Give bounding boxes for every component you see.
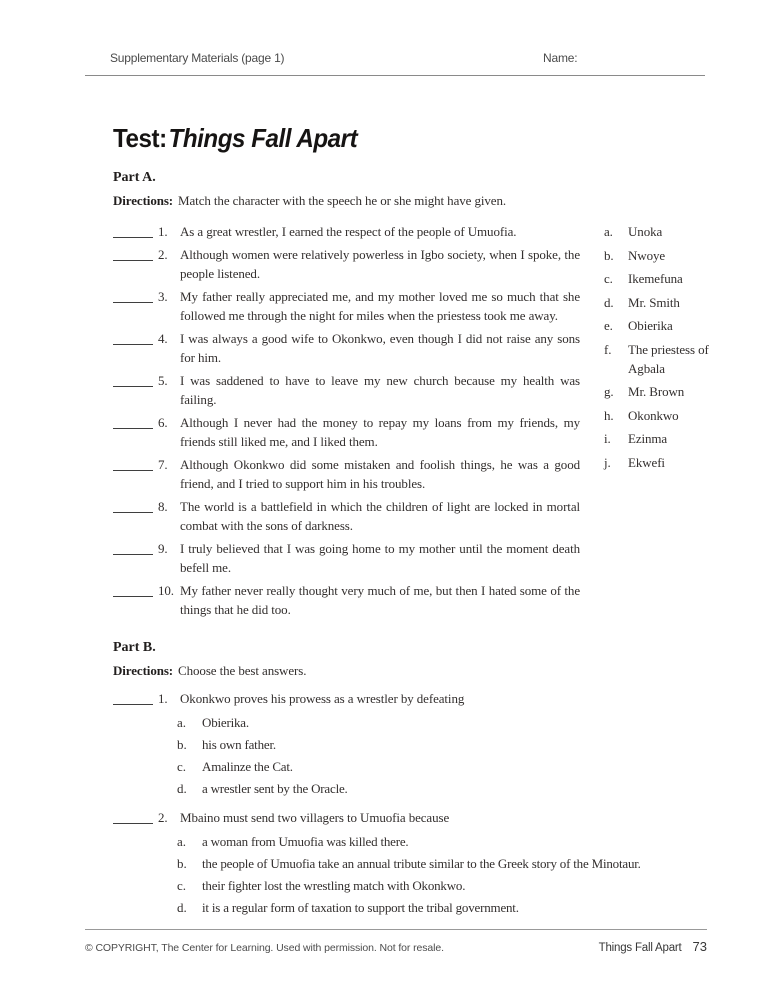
choice-row	[177, 757, 718, 776]
answer-option-letter: b.	[604, 247, 614, 263]
choice-row	[177, 735, 718, 754]
answer-option-letter: e.	[604, 318, 613, 333]
answer-option-text: Mr. Smith	[628, 294, 680, 310]
multiple-choice-question-head	[113, 689, 718, 708]
answer-option-row	[604, 406, 716, 425]
answer-option-text: Unoka	[628, 224, 663, 239]
copyright-notice: © COPYRIGHT, The Center for Learning. Used with permission. Not for resale.	[85, 942, 444, 954]
matching-question-row	[113, 371, 580, 409]
matching-question-row	[113, 245, 580, 283]
page-footer	[85, 929, 707, 954]
answer-option-letter: i.	[604, 431, 611, 446]
multiple-choice-question	[113, 808, 718, 917]
page-title-prefix: Test:	[113, 123, 167, 153]
choice-list	[177, 713, 718, 798]
part-b-heading: Part B.	[113, 640, 156, 655]
question-text: The world is a battlefield in which the children of light are locked in mortal combat with the sons of darkness.	[180, 499, 580, 533]
choice-letter: a.	[177, 834, 187, 849]
answer-option-row	[604, 453, 716, 472]
question-number: 2.	[158, 247, 168, 262]
matching-section	[113, 222, 718, 623]
choice-letter: d.	[177, 781, 187, 796]
question-text: I was saddened to have to leave my new church because my health was failing.	[180, 373, 580, 407]
question-text: Although Okonkwo did some mistaken and foolish things, he was a good friend, and I tried to support him in his troubles.	[180, 457, 580, 491]
matching-question-row	[113, 287, 580, 325]
answer-option-row	[604, 293, 716, 312]
answer-option-letter: g.	[604, 384, 614, 399]
matching-question-row	[113, 413, 580, 451]
choice-letter: c.	[177, 759, 187, 774]
page-header	[85, 48, 705, 76]
question-number: 9.	[158, 541, 168, 556]
question-text: My father never really thought very much of me, but then I hated some of the things that he did too.	[180, 583, 580, 617]
answer-blank-line	[113, 223, 153, 238]
choice-text: Amalinze the Cat.	[202, 759, 293, 774]
header-name-label: Name:	[543, 51, 578, 65]
answer-option-letter: j.	[604, 454, 611, 470]
answer-blank-line	[113, 414, 153, 429]
page-title-book-name: Things Fall Apart	[168, 123, 358, 153]
multiple-choice-question-head	[113, 808, 718, 827]
footer-page-number: 73	[692, 939, 707, 954]
question-number: 7.	[158, 457, 168, 472]
answer-option-row	[604, 316, 716, 335]
matching-question-row	[113, 497, 580, 535]
footer-book-title: Things Fall Apart	[598, 942, 682, 954]
answer-option-row	[604, 222, 716, 241]
answer-option-row	[604, 246, 716, 265]
matching-question-row	[113, 222, 580, 241]
matching-answers-column	[604, 222, 716, 623]
header-left-label: Supplementary Materials (page 1)	[110, 51, 285, 65]
matching-question-row	[113, 539, 580, 577]
question-text: Although I never had the money to repay my loans from my friends, my friends still liked me, and I liked them.	[180, 415, 580, 449]
matching-questions-column	[113, 222, 580, 623]
answer-option-text: Ekwefi	[628, 454, 665, 470]
answer-option-letter: a.	[604, 224, 613, 239]
question-number: 10.	[158, 583, 174, 598]
answer-option-text: Okonkwo	[628, 407, 679, 423]
choice-letter: d.	[177, 900, 187, 915]
answer-blank-line	[113, 456, 153, 471]
answer-blank-line	[113, 372, 153, 387]
choice-row	[177, 779, 718, 798]
question-text: I truly believed that I was going home to my mother until the moment death befell me.	[180, 541, 580, 575]
choice-letter: b.	[177, 737, 187, 752]
answer-option-text: Obierika	[628, 318, 673, 333]
answer-option-text: Ezinma	[628, 431, 668, 446]
answer-option-letter: c.	[604, 271, 613, 286]
answer-option-text: Nwoye	[628, 247, 666, 263]
part-a-heading: Part A.	[113, 170, 156, 185]
answer-option-row	[604, 269, 716, 288]
choice-letter: b.	[177, 856, 187, 871]
answer-blank-line	[113, 582, 153, 597]
matching-question-row	[113, 329, 580, 367]
part-b-directions	[113, 662, 718, 680]
directions-text: Choose the best answers.	[178, 663, 307, 678]
answer-blank-line	[113, 498, 153, 513]
question-number: 8.	[158, 499, 168, 514]
question-number: 6.	[158, 415, 168, 430]
answer-blank-line	[113, 288, 153, 303]
choice-row	[177, 832, 718, 851]
question-text: Okonkwo proves his prowess as a wrestler by defeating	[180, 691, 465, 706]
answer-option-row	[604, 382, 716, 401]
directions-label: Directions:	[113, 663, 174, 678]
choice-text: his own father.	[202, 737, 276, 752]
question-text: Although women were relatively powerless in Igbo society, when I spoke, the people listened.	[180, 247, 580, 281]
question-number: 1.	[158, 691, 168, 706]
page-title	[113, 123, 676, 153]
question-number: 5.	[158, 373, 168, 388]
choice-text: a wrestler sent by the Oracle.	[202, 781, 348, 796]
answer-blank-line	[113, 540, 153, 555]
answer-option-letter: h.	[604, 407, 614, 423]
answer-blank-line	[113, 809, 153, 824]
question-number: 4.	[158, 331, 168, 346]
answer-option-letter: f.	[604, 341, 612, 357]
matching-question-row	[113, 455, 580, 493]
question-number: 3.	[158, 289, 168, 304]
choice-letter: a.	[177, 715, 187, 730]
answer-option-letter: d.	[604, 294, 614, 310]
part-a-directions	[113, 192, 718, 210]
answer-option-row	[604, 340, 716, 378]
answer-blank-line	[113, 690, 153, 705]
page-content	[113, 75, 718, 927]
directions-text: Match the character with the speech he or she might have given.	[178, 193, 507, 208]
matching-question-row	[113, 581, 580, 619]
choice-text: their fighter lost the wrestling match with Okonkwo.	[202, 878, 466, 893]
choice-letter: c.	[177, 878, 187, 893]
answer-option-text: The priestess of Agbala	[628, 341, 709, 376]
question-text: As a great wrestler, I earned the respect of the people of Umuofia.	[180, 224, 517, 239]
question-number: 2.	[158, 810, 168, 825]
answer-option-text: Mr. Brown	[628, 384, 685, 399]
directions-label: Directions:	[113, 193, 174, 208]
choice-list	[177, 832, 718, 917]
question-text: My father really appreciated me, and my mother loved me so much that she followed me through the night for miles when the priestess took me away.	[180, 289, 580, 323]
question-text: Mbaino must send two villagers to Umuofia because	[180, 810, 450, 825]
answer-blank-line	[113, 330, 153, 345]
answer-blank-line	[113, 246, 153, 261]
footer-right	[599, 939, 707, 954]
question-text: I was always a good wife to Okonkwo, even though I did not raise any sons for him.	[180, 331, 580, 365]
choice-text: it is a regular form of taxation to support the tribal government.	[202, 900, 519, 915]
choice-row	[177, 876, 718, 895]
question-number: 1.	[158, 224, 168, 239]
multiple-choice-question	[113, 689, 718, 798]
choice-text: the people of Umuofia take an annual tribute similar to the Greek story of the Minotaur.	[202, 856, 641, 871]
choice-row	[177, 898, 718, 917]
choice-text: a woman from Umuofia was killed there.	[202, 834, 409, 849]
multiple-choice-section	[113, 689, 718, 917]
choice-row	[177, 854, 718, 873]
choice-row	[177, 713, 718, 732]
choice-text: Obierika.	[202, 715, 249, 730]
answer-option-row	[604, 429, 716, 448]
answer-option-text: Ikemefuna	[628, 271, 683, 286]
